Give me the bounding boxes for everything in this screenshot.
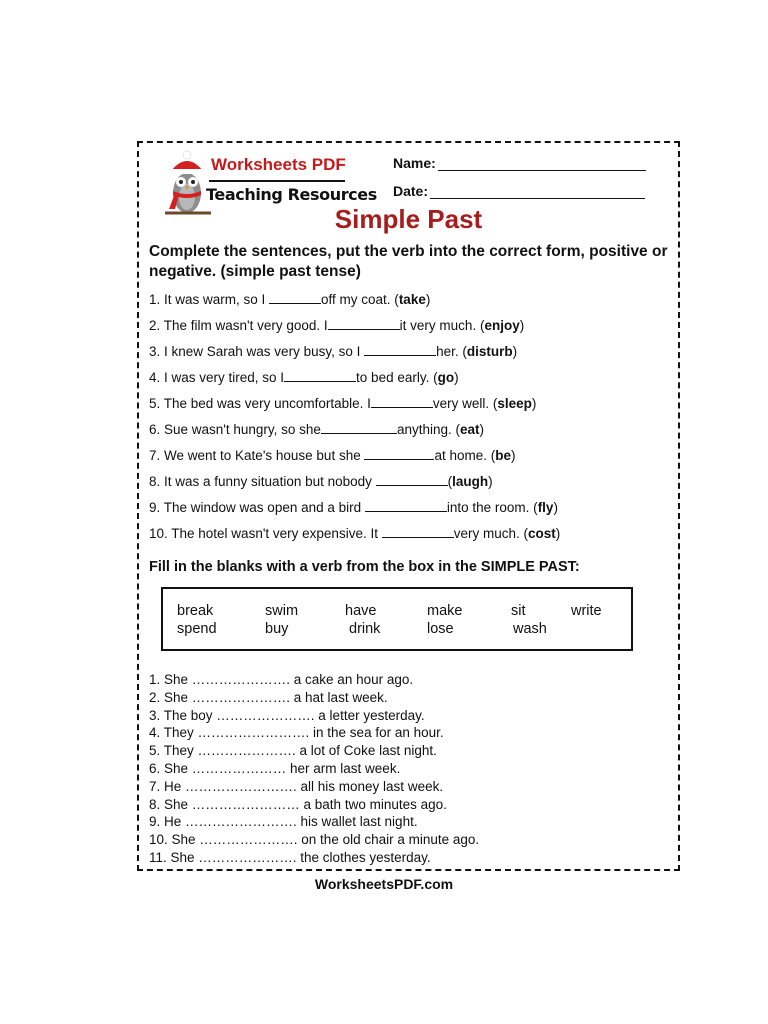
date-line[interactable]	[430, 184, 645, 199]
exercise2-list	[149, 671, 479, 867]
instructions: Complete the sentences, put the verb into the correct form, positive or negative. (simple past tense)	[149, 243, 668, 280]
exercise2-item: 5. They …………………. a lot of Coke last night.	[149, 743, 437, 759]
brand-subtitle: Teaching Resources	[206, 185, 377, 204]
exercise1-item: 6. Sue wasn't hungry, so she anything. (eat)	[149, 422, 484, 437]
exercise2-item: 9. He ……………………. his wallet last night.	[149, 814, 418, 830]
answer-blank[interactable]	[328, 317, 400, 330]
verb-word: swim	[265, 603, 299, 619]
date-label: Date:	[393, 183, 429, 199]
exercise2-title: Fill in the blanks with a verb from the box in the SIMPLE PAST:	[149, 559, 580, 575]
exercise1-item: 9. The window was open and a bird into the room. (fly)	[149, 500, 558, 515]
answer-blank[interactable]	[382, 525, 454, 538]
exercise1-item: 10. The hotel wasn't very expensive. It very much. (cost)	[149, 526, 561, 541]
verb-word: make	[427, 603, 463, 619]
verb-word: drink	[349, 621, 381, 637]
answer-blank[interactable]	[365, 499, 447, 512]
verb-word: write	[571, 603, 602, 619]
answer-blank[interactable]	[371, 395, 433, 408]
worksheet-frame	[137, 141, 680, 871]
answer-blank[interactable]	[364, 343, 436, 356]
verb-word: wash	[513, 621, 547, 637]
exercise1-item: 8. It was a funny situation but nobody (laugh)	[149, 474, 493, 489]
exercise2-item: 2. She …………………. a hat last week.	[149, 689, 388, 705]
exercise2-item: 8. She …………………… a bath two minutes ago.	[149, 796, 447, 812]
verb-box	[161, 587, 633, 651]
answer-blank[interactable]	[376, 473, 448, 486]
exercise1-item: 4. I was very tired, so I to bed early. (go)	[149, 370, 459, 385]
exercise1-list	[149, 291, 560, 551]
footer-url: WorksheetsPDF.com	[314, 876, 454, 892]
answer-blank[interactable]	[321, 421, 397, 434]
answer-blank[interactable]	[269, 291, 321, 304]
exercise2-item: 1. She …………………. a cake an hour ago.	[149, 672, 414, 687]
verb-word: have	[345, 603, 377, 619]
verb-word: spend	[177, 621, 217, 637]
exercise1-item: 2. The film wasn't very good. I it very much. (enjoy)	[149, 318, 525, 333]
brand-title: Worksheets PDF	[211, 155, 346, 174]
exercise2-item: 10. She …………………. on the old chair a minute ago.	[149, 832, 480, 848]
exercise2-item: 3. The boy …………………. a letter yesterday.	[149, 707, 425, 723]
name-line[interactable]	[438, 156, 646, 171]
exercise1-item: 5. The bed was very uncomfortable. I very well. (sleep)	[149, 396, 537, 411]
verb-word: lose	[427, 621, 454, 637]
exercise1-item: 3. I knew Sarah was very busy, so I her. (disturb)	[149, 344, 518, 359]
exercise2-item: 4. They ……………………. in the sea for an hour.	[149, 725, 444, 741]
verb-word: sit	[511, 603, 526, 619]
brand-divider	[209, 180, 345, 182]
date-field[interactable]	[393, 183, 645, 199]
answer-blank[interactable]	[284, 369, 356, 382]
exercise1-item: 7. We went to Kate's house but she at home. (be)	[149, 448, 516, 463]
name-field[interactable]	[393, 155, 646, 171]
exercise2-item: 7. He ……………………. all his money last week.	[149, 778, 444, 794]
answer-blank[interactable]	[364, 447, 434, 460]
exercise2-item: 11. She …………………. the clothes yesterday.	[149, 849, 431, 865]
name-label: Name:	[393, 155, 436, 171]
exercise2-item: 6. She ………………… her arm last week.	[149, 760, 401, 776]
exercise1-item: 1. It was warm, so I off my coat. (take)	[149, 292, 431, 307]
verb-word: buy	[265, 621, 289, 637]
page-title: Simple Past	[334, 204, 483, 234]
verb-word: break	[177, 603, 214, 619]
